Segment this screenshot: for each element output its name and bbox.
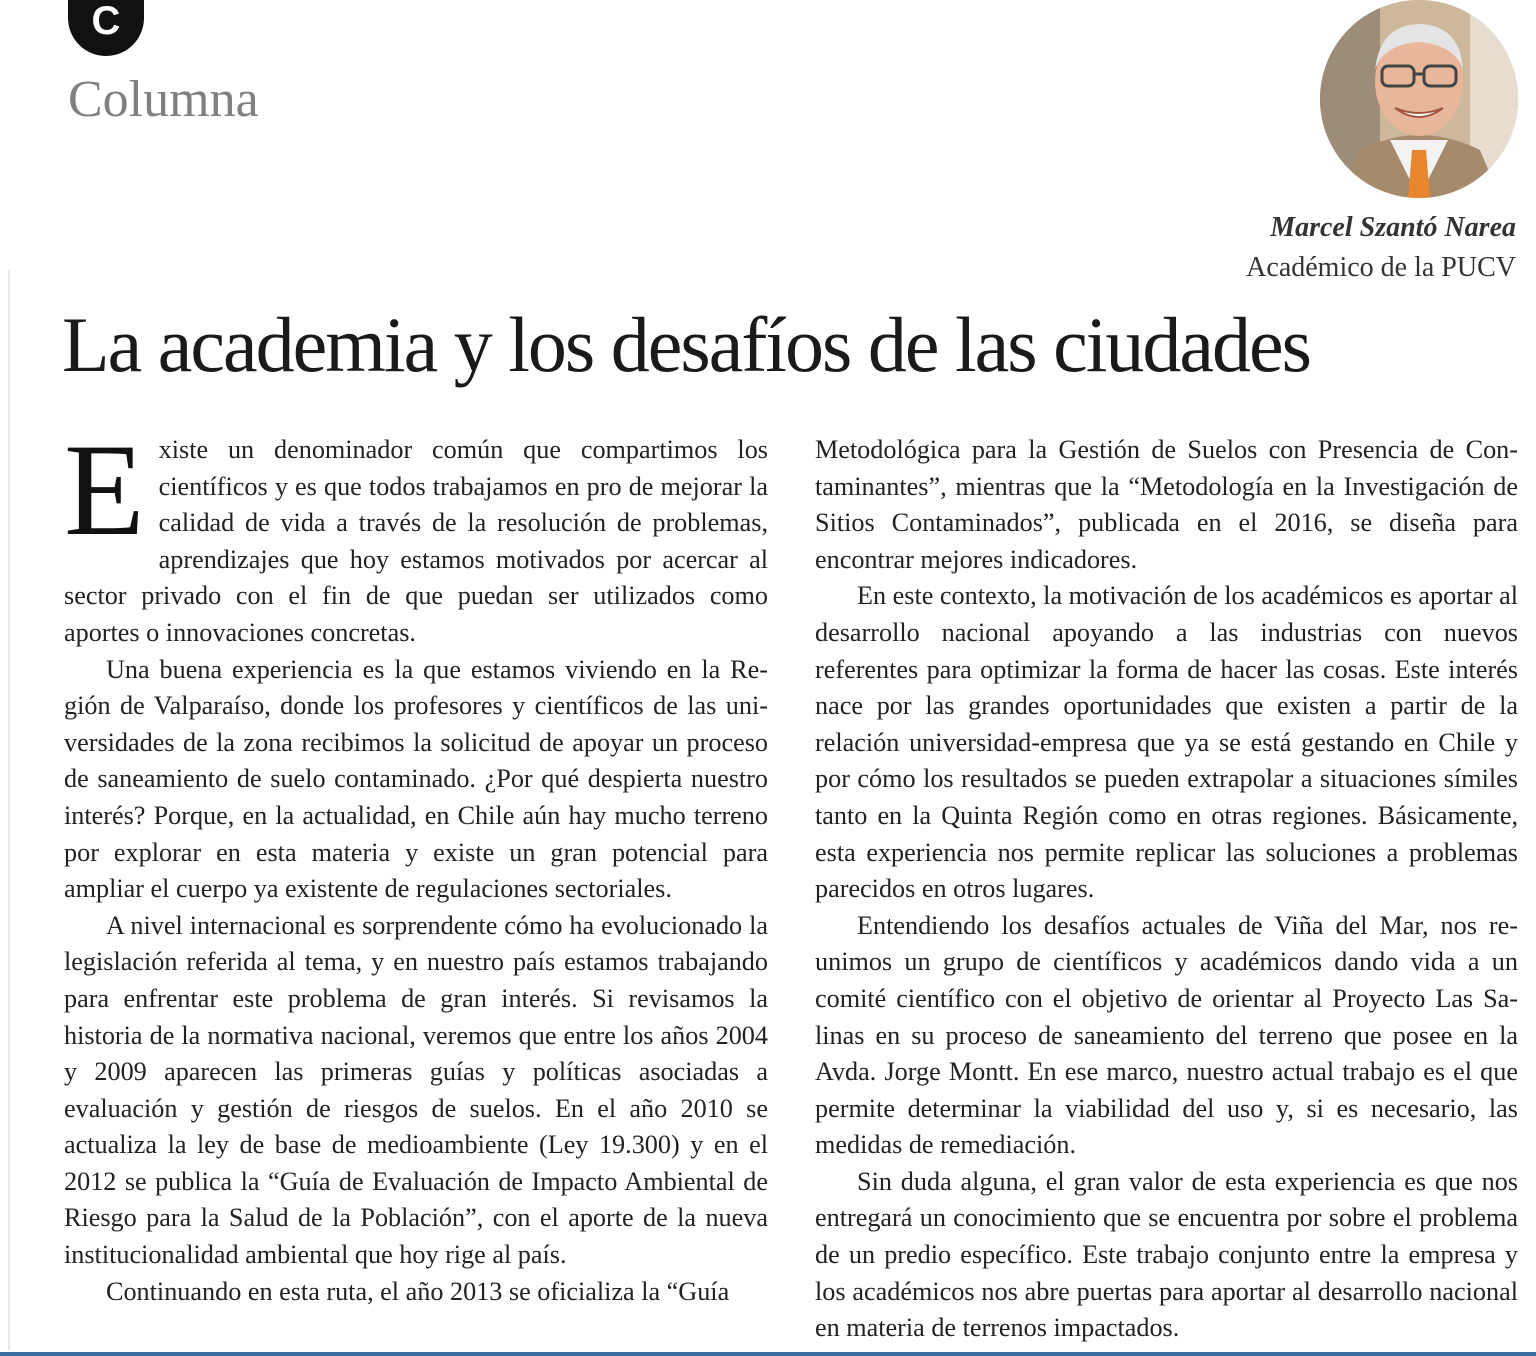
article-paragraph: Continuando en esta ruta, el año 2013 se oficializa la “Guía	[106, 1276, 730, 1306]
author-photo	[1320, 0, 1518, 198]
headline: La academia y los desafíos de las ciudades	[62, 301, 1310, 388]
logo-letter: C	[91, 0, 121, 43]
margin-rule	[8, 270, 10, 1350]
article-column-2	[815, 432, 1518, 1347]
article-paragraph	[64, 416, 768, 652]
article-paragraph: Sin duda alguna, el gran valor de esta experiencia es que nos entregará un conocimiento que se encuentra por sobre el problema de un predio específico. Este trabajo conjunto entre la empresa y los académicos nos abre puertas para aportar al desarrollo nacional en materia de terrenos impactados.	[815, 1166, 1518, 1343]
article-paragraph: Una buena experiencia es la que estamos viviendo en la Región de Valparaíso, donde los profesores y científicos de las universidades de la zona recibimos la solicitud de apoyar un proceso de saneamiento de suelo contaminado. ¿Por qué despierta nuestro interés? Porque, en la actualidad, en Chile aún hay mucho terreno por explorar en esta materia y existe un gran potencial para ampliar el cuerpo ya existente de regulaciones sectoriales.	[64, 654, 768, 904]
bottom-border	[0, 1352, 1536, 1356]
author-name: Marcel Szantó Narea	[1270, 212, 1516, 243]
publication-logo	[68, 0, 144, 56]
article-column-1	[64, 416, 768, 1310]
author-portrait-icon	[1320, 0, 1518, 198]
drop-cap: E	[64, 416, 145, 563]
paragraph-text: xiste un denominador común que compartimos los científicos y es que todos trabajamos en pro de mejorar la calidad de vida a través de la resolución de problemas, aprendizajes que hoy estamos motivados por acercar al sector privado con el fin de que puedan ser utilizados como aportes o innovaciones concretas.	[64, 435, 768, 647]
section-label: Columna	[68, 71, 259, 128]
article-paragraph: Entendiendo los desafíos actuales de Viña del Mar, nos reunimos un grupo de científicos y académicos dando vida a un comité científico con el objetivo de orientar al Proyecto Las Salinas en su proceso de saneamiento del terreno que posee en la Avda. Jorge Montt. En ese marco, nuestro actual trabajo es el que permite determinar la viabilidad del uso y, si es necesario, las medidas de remediación.	[815, 910, 1518, 1160]
article-paragraph: Metodológica para la Gestión de Suelos con Presencia de Contaminantes”, mientras que la “Metodología en la Investigación de Sitios Contaminados”, publicada en el 2016, se diseña para encontrar mejores indicadores.	[815, 435, 1518, 574]
article-paragraph: En este contexto, la motivación de los académicos es aportar al desarrollo nacional apoyando a las industrias con nuevos referentes para optimizar la forma de hacer las cosas. Este interés nace por las grandes oportunidades que existen a partir de la relación universidad-empresa que ya se está gestando en Chile y por cómo los resultados se pueden extrapolar a situaciones símiles tanto en la Quinta Región como en otras regiones. Básicamente, esta experiencia nos permite replicar las soluciones a problemas parecidos en otros lugares.	[815, 581, 1518, 904]
article-paragraph: A nivel internacional es sorprendente cómo ha evolucionado la legislación referida al tema, y en nuestro país estamos trabajando para enfrentar este problema de gran interés. Si revisamos la historia de la normativa nacional, veremos que entre los años 2004 y 2009 aparecen las primeras guías y políticas asociadas a evaluación y gestión de riesgos de suelos. En el año 2010 se actualiza la ley de base de medioambiente (Ley 19.300) y en el 2012 se publica la “Guía de Evaluación de Impacto Ambiental de Riesgo para la Salud de la Población”, con el aporte de la nueva institucionalidad ambiental que hoy rige al país.	[64, 910, 768, 1270]
author-role: Académico de la PUCV	[1246, 252, 1516, 283]
